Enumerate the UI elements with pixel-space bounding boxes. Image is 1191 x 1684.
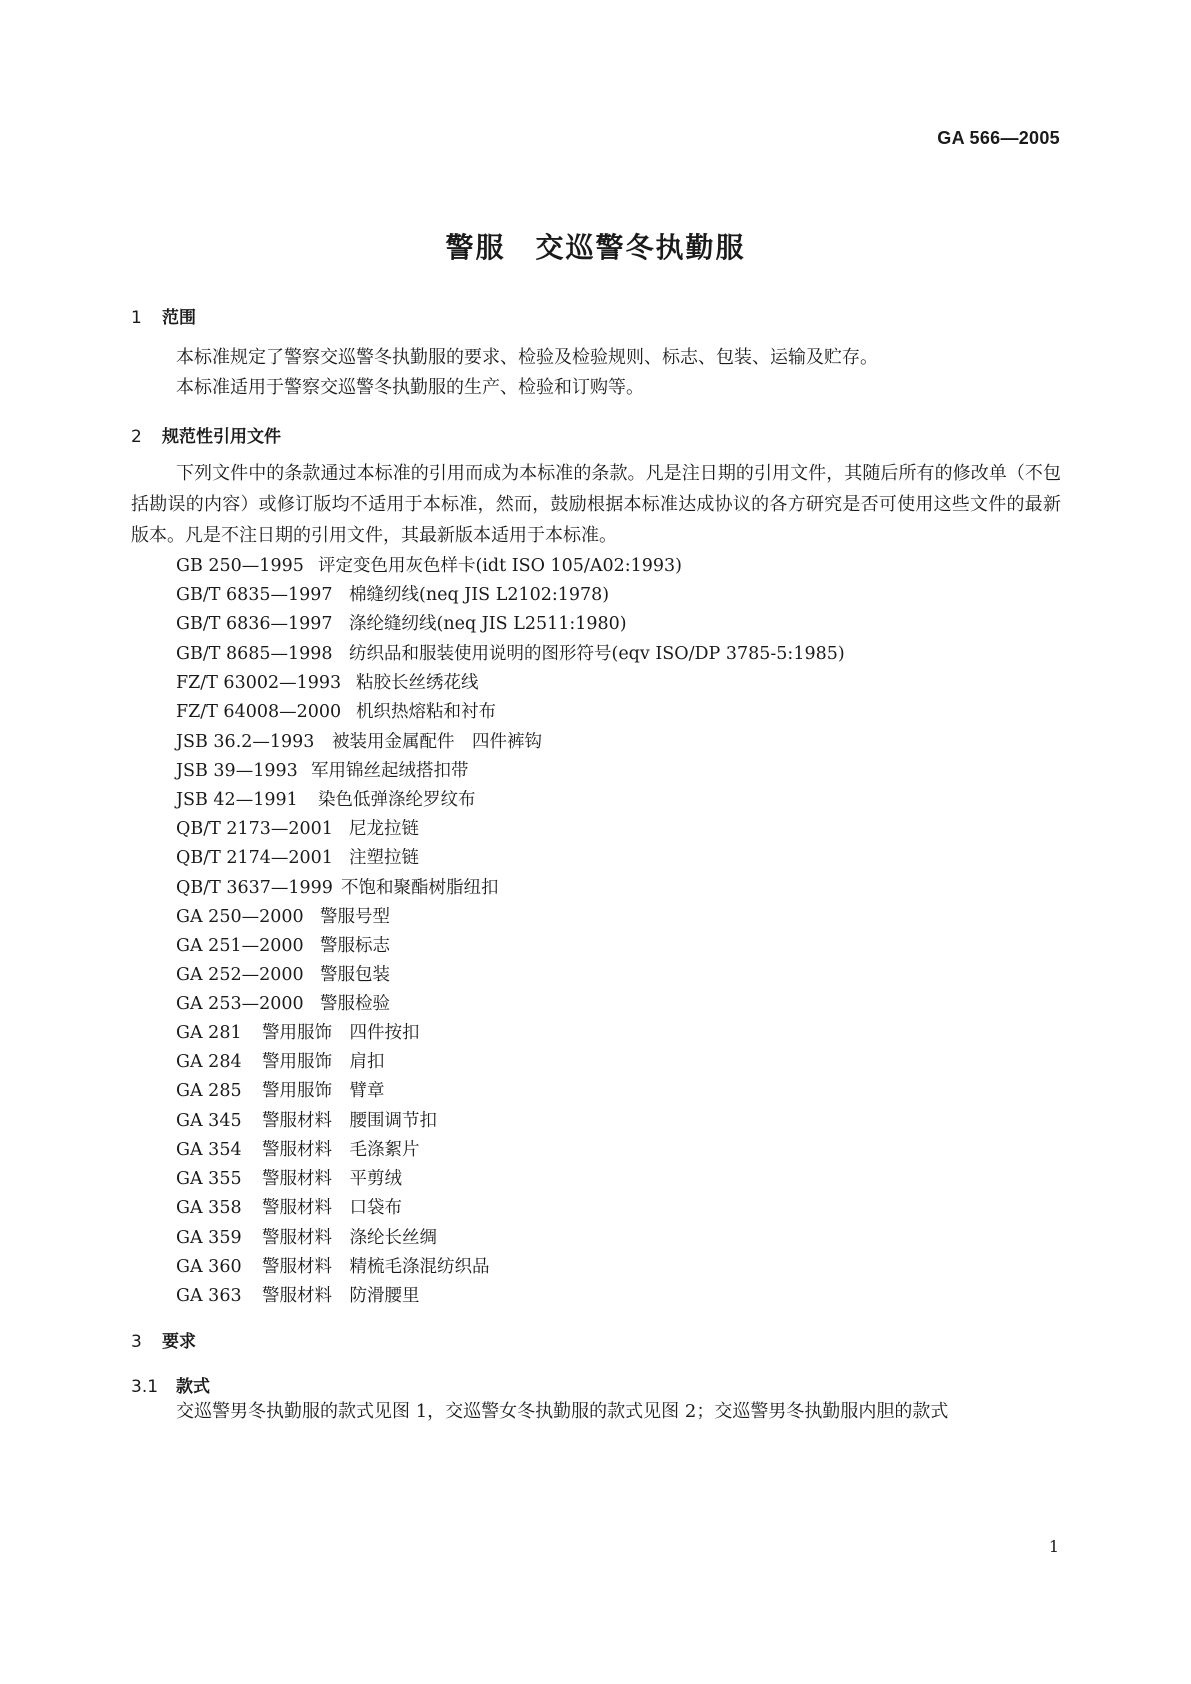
reference-code: GA 250—2000 <box>176 907 304 927</box>
reference-item <box>176 932 390 957</box>
reference-item <box>176 552 682 577</box>
reference-code: GA 281 <box>176 1023 242 1043</box>
reference-title: 军用锦丝起绒搭扣带 <box>311 761 469 781</box>
section-3-1-heading <box>131 1372 210 1397</box>
reference-item <box>176 1224 437 1249</box>
reference-item <box>176 786 476 811</box>
section-number: 3 <box>131 1332 142 1352</box>
reference-title: 涤纶缝纫线(neq JIS L2511:1980) <box>349 614 627 634</box>
reference-code: GB/T 6835—1997 <box>176 585 333 605</box>
reference-item <box>176 1194 402 1219</box>
reference-item <box>176 1282 420 1307</box>
section-title: 款式 <box>176 1377 210 1397</box>
reference-code: GA 253—2000 <box>176 994 304 1014</box>
reference-code: FZ/T 63002—1993 <box>176 673 342 693</box>
reference-title: 警服号型 <box>320 907 390 927</box>
reference-code: JSB 39—1993 <box>176 761 298 781</box>
reference-code: GA 355 <box>176 1169 242 1189</box>
reference-title: 警服材料 毛涤絮片 <box>262 1140 420 1160</box>
reference-item <box>176 874 499 899</box>
reference-item <box>176 1136 420 1161</box>
reference-item <box>176 815 419 840</box>
section-1-heading <box>131 303 196 328</box>
reference-title: 警服材料 平剪绒 <box>262 1169 402 1189</box>
reference-code: GB/T 8685—1998 <box>176 644 333 664</box>
reference-title: 不饱和聚酯树脂纽扣 <box>341 878 499 898</box>
reference-title: 被装用金属配件 四件裤钩 <box>332 732 542 752</box>
reference-title: 评定变色用灰色样卡(idt ISO 105/A02:1993) <box>318 556 682 576</box>
section-number: 2 <box>131 427 142 447</box>
reference-item <box>176 669 479 694</box>
section-2-heading <box>131 422 281 447</box>
reference-code: GB/T 6836—1997 <box>176 614 333 634</box>
reference-item <box>176 1165 402 1190</box>
reference-item <box>176 990 390 1015</box>
reference-title: 机织热熔粘和衬布 <box>356 702 496 722</box>
reference-title: 警服材料 腰围调节扣 <box>262 1111 437 1131</box>
page-number: 1 <box>1048 1537 1059 1556</box>
reference-title: 警服材料 涤纶长丝绸 <box>262 1228 437 1248</box>
section-title: 规范性引用文件 <box>162 427 281 447</box>
reference-title: 警服标志 <box>320 936 390 956</box>
reference-code: GA 284 <box>176 1052 242 1072</box>
reference-title: 棉缝纫线(neq JIS L2102:1978) <box>349 585 610 605</box>
reference-title: 警用服饰 肩扣 <box>262 1052 385 1072</box>
section-title: 要求 <box>162 1332 196 1352</box>
reference-item <box>176 1077 385 1102</box>
reference-item <box>176 757 469 782</box>
scope-paragraph-1: 本标准规定了警察交巡警冬执勤服的要求、检验及检验规则、标志、包装、运输及贮存。 <box>176 347 878 368</box>
reference-title: 警服材料 防滑腰里 <box>262 1286 420 1306</box>
reference-code: GA 360 <box>176 1257 242 1277</box>
reference-code: QB/T 2173—2001 <box>176 819 333 839</box>
reference-code: QB/T 3637—1999 <box>176 878 333 898</box>
reference-item <box>176 903 390 928</box>
reference-item <box>176 1253 490 1278</box>
reference-item <box>176 1019 420 1044</box>
reference-code: GA 358 <box>176 1198 242 1218</box>
section-title: 范围 <box>162 308 196 328</box>
style-paragraph: 交巡警男冬执勤服的款式见图 1，交巡警女冬执勤服的款式见图 2；交巡警男冬执勤服内胆的款式 <box>176 1401 949 1422</box>
section-number: 1 <box>131 308 142 328</box>
reference-code: FZ/T 64008—2000 <box>176 702 342 722</box>
reference-item <box>176 640 845 665</box>
reference-code: GA 359 <box>176 1228 242 1248</box>
reference-item <box>176 1048 385 1073</box>
reference-code: GB 250—1995 <box>176 556 304 576</box>
standard-code: GA 566—2005 <box>937 128 1060 148</box>
reference-title: 注塑拉链 <box>349 848 419 868</box>
reference-item <box>176 581 609 606</box>
reference-item <box>176 698 496 723</box>
section-3-heading <box>131 1327 196 1352</box>
reference-code: GA 354 <box>176 1140 242 1160</box>
reference-code: GA 285 <box>176 1081 242 1101</box>
reference-title: 染色低弹涤纶罗纹布 <box>318 790 476 810</box>
reference-item <box>176 610 627 635</box>
reference-title: 尼龙拉链 <box>349 819 419 839</box>
reference-title: 纺织品和服装使用说明的图形符号(eqv ISO/DP 3785-5:1985) <box>349 644 845 664</box>
section-number: 3.1 <box>131 1377 159 1397</box>
reference-code: GA 363 <box>176 1286 242 1306</box>
reference-code: JSB 36.2—1993 <box>176 732 315 752</box>
reference-title: 警服材料 精梳毛涤混纺织品 <box>262 1257 490 1277</box>
reference-item <box>176 844 419 869</box>
document-title: 警服 交巡警冬执勤服 <box>445 231 746 264</box>
reference-code: GA 251—2000 <box>176 936 304 956</box>
reference-code: GA 345 <box>176 1111 242 1131</box>
reference-item <box>176 728 542 753</box>
normative-intro-paragraph: 下列文件中的条款通过本标准的引用而成为本标准的条款。凡是注日期的引用文件，其随后所有的修改单（不包括勘误的内容）或修订版均不适用于本标准，然而，鼓励根据本标准达成协议的各方研究是否可使用这些文件的最新版本。凡是不注日期的引用文件，其最新版本适用于本标准。 <box>131 463 1061 546</box>
reference-title: 粘胶长丝绣花线 <box>356 673 479 693</box>
reference-item <box>176 1107 437 1132</box>
reference-title: 警用服饰 臂章 <box>262 1081 385 1101</box>
reference-title: 警用服饰 四件按扣 <box>262 1023 420 1043</box>
reference-item <box>176 961 390 986</box>
reference-title: 警服检验 <box>320 994 390 1014</box>
reference-title: 警服包装 <box>320 965 390 985</box>
reference-code: QB/T 2174—2001 <box>176 848 333 868</box>
reference-code: GA 252—2000 <box>176 965 304 985</box>
reference-title: 警服材料 口袋布 <box>262 1198 402 1218</box>
scope-paragraph-2: 本标准适用于警察交巡警冬执勤服的生产、检验和订购等。 <box>176 377 644 398</box>
reference-code: JSB 42—1991 <box>176 790 298 810</box>
